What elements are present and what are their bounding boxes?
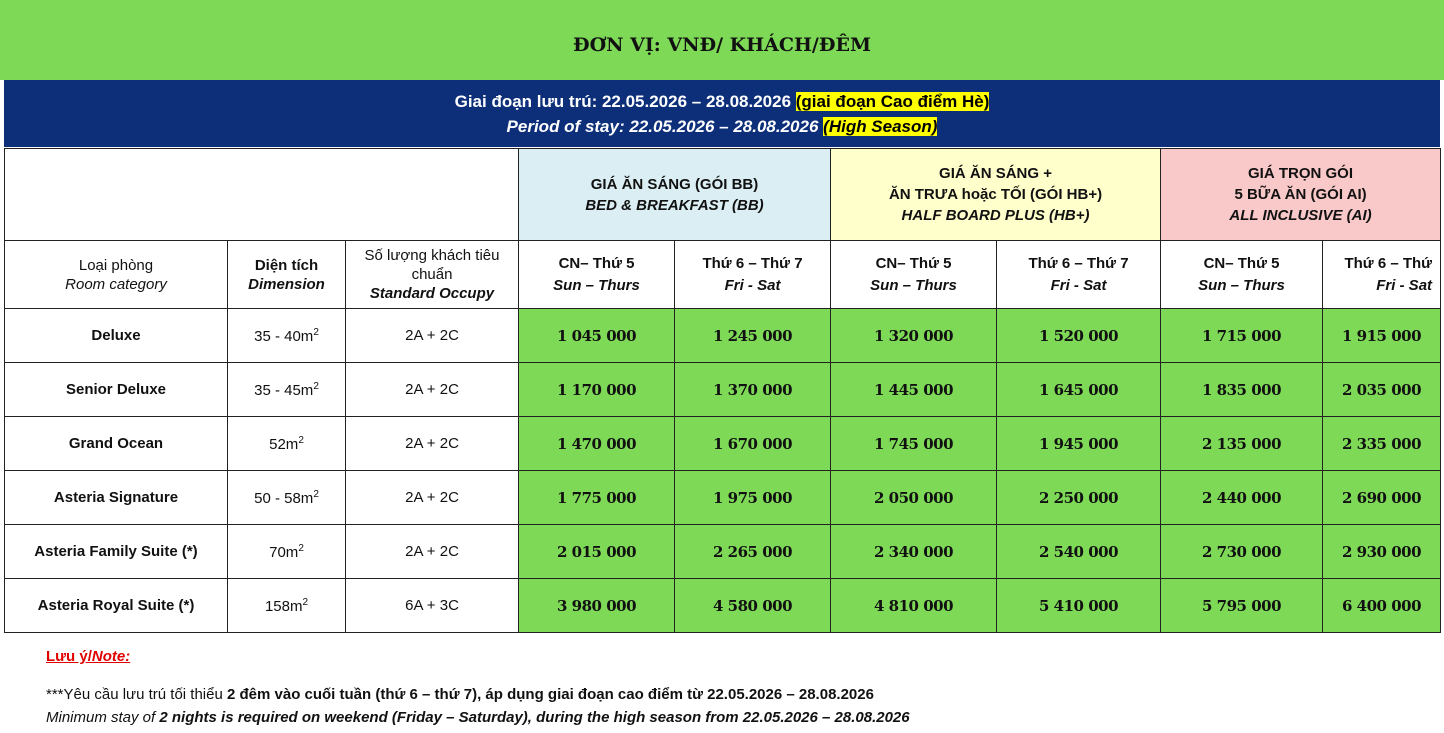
price-cell: 1 045 000 [519,309,675,363]
room-dimension [228,363,346,417]
table-row [5,525,1441,579]
price-cell: 1 975 000 [675,471,831,525]
price-cell: 1 445 000 [831,363,997,417]
day-vn: CN– Thứ 5 [1203,254,1280,272]
dimension-value: 52m [269,435,299,453]
note-vn-line [46,683,1426,706]
price-cell: 1 835 000 [1161,363,1323,417]
note-title-en: Note: [91,648,131,665]
price-cell: 1 670 000 [675,417,831,471]
package-hb-header [831,149,1161,241]
price-cell: 4 580 000 [675,579,831,633]
package-bb-en: BED & BREAKFAST (BB) [585,196,764,214]
package-hb-en: HALF BOARD PLUS (HB+) [901,207,1090,224]
period-en-text: Period of stay: 22.05.2026 – 28.08.2026 [506,116,819,136]
day-en: Sun – Thurs [870,276,957,294]
column-header-row [5,241,1441,309]
room-dimension [228,309,346,363]
unit-superscript: 2 [313,380,319,392]
price-cell: 2 690 000 [1323,471,1441,525]
price-cell: 1 745 000 [831,417,997,471]
room-dimension [228,579,346,633]
room-category-header [5,241,228,309]
notes-section [46,648,1426,729]
dimension-value: 35 - 45m [254,381,314,399]
price-cell: 2 035 000 [1323,363,1441,417]
dimension-value: 50 - 58m [254,489,314,507]
note-title [46,648,1426,665]
day-header [997,241,1161,309]
day-en: Fri - Sat [724,276,781,294]
period-en-highlight: (High Season) [823,116,938,136]
day-en: Sun – Thurs [1198,276,1285,294]
price-cell: 2 135 000 [1161,417,1323,471]
room-occupancy: 6A + 3C [346,579,519,633]
room-dimension [228,525,346,579]
occupancy-vn: Số lượng khách tiêu chuẩn [364,247,500,283]
dimension-header [228,241,346,309]
price-cell: 5 795 000 [1161,579,1323,633]
room-dimension [228,417,346,471]
price-cell: 2 050 000 [831,471,997,525]
package-hb-vn: GIÁ ĂN SÁNG + [939,165,1052,182]
price-cell: 2 540 000 [997,525,1161,579]
price-cell: 1 170 000 [519,363,675,417]
unit-superscript: 2 [313,326,319,338]
day-header [675,241,831,309]
package-hb-vn2: ĂN TRƯA hoặc TỐI (GÓI HB+) [888,186,1103,203]
price-cell: 1 775 000 [519,471,675,525]
day-en: Sun – Thurs [553,276,640,294]
table-row [5,363,1441,417]
day-vn: Thứ 6 – Thứ 7 [702,254,803,272]
unit-header [0,0,1444,80]
dimension-en: Dimension [248,275,325,293]
dimension-value: 70m [269,543,299,561]
price-cell: 2 730 000 [1161,525,1323,579]
day-header [519,241,675,309]
room-occupancy: 2A + 2C [346,471,519,525]
day-en: Fri - Sat [1050,276,1107,294]
table-row [5,309,1441,363]
dimension-value: 158m [264,597,303,615]
unit-superscript: 2 [298,434,304,446]
package-bb-header [519,149,831,241]
room-occupancy: 2A + 2C [346,363,519,417]
note-vn-prefix: ***Yêu cầu lưu trú tối thiểu [46,686,227,703]
table-row [5,579,1441,633]
day-header [1161,241,1323,309]
price-cell: 1 945 000 [997,417,1161,471]
dimension-value: 35 - 40m [254,327,314,345]
room-name: Asteria Family Suite (*) [5,525,228,579]
day-header [831,241,997,309]
unit-title: ĐƠN VỊ: VNĐ/ KHÁCH/ĐÊM [572,34,871,56]
price-cell: 1 645 000 [997,363,1161,417]
package-ai-header [1161,149,1441,241]
period-en-line [507,114,938,139]
room-name: Senior Deluxe [5,363,228,417]
dimension-vn: Diện tích [254,256,319,274]
period-banner [4,80,1440,147]
blank-header [5,149,519,241]
package-ai-en: ALL INCLUSIVE (AI) [1229,207,1372,224]
occupancy-en: Standard Occupy [369,285,495,302]
price-cell: 4 810 000 [831,579,997,633]
price-cell: 1 715 000 [1161,309,1323,363]
room-name: Asteria Royal Suite (*) [5,579,228,633]
room-occupancy: 2A + 2C [346,417,519,471]
table-row [5,471,1441,525]
package-ai-vn2: 5 BỮA ĂN (GÓI AI) [1234,186,1367,203]
note-vn-bold: 2 đêm vào cuối tuần (thứ 6 – thứ 7), áp dụng giai đoạn cao điểm từ 22.05.2026 – 28.08.2026 [226,686,874,703]
price-cell: 1 320 000 [831,309,997,363]
period-vn-text: Giai đoạn lưu trú: 22.05.2026 – 28.08.2026 [454,91,792,111]
package-bb-vn: GIÁ ĂN SÁNG (GÓI BB) [590,175,759,193]
room-name: Grand Ocean [5,417,228,471]
package-ai-vn: GIÁ TRỌN GÓI [1248,165,1354,182]
price-cell: 2 440 000 [1161,471,1323,525]
room-occupancy: 2A + 2C [346,309,519,363]
unit-superscript: 2 [302,596,309,608]
price-cell: 1 470 000 [519,417,675,471]
note-en-prefix: Minimum stay of [46,709,160,726]
day-header [1323,241,1441,309]
price-cell: 2 340 000 [831,525,997,579]
day-vn: CN– Thứ 5 [875,254,952,272]
room-occupancy: 2A + 2C [346,525,519,579]
price-cell: 3 980 000 [519,579,675,633]
day-vn: Thứ 6 – Thứ 7 [1028,254,1129,272]
day-vn: Thứ 6 – Thứ [1344,254,1433,272]
unit-superscript: 2 [298,542,304,554]
room-category-vn: Loại phòng [78,256,154,274]
room-category-en: Room category [65,275,167,293]
price-cell: 5 410 000 [997,579,1161,633]
price-cell: 2 265 000 [675,525,831,579]
price-cell: 6 400 000 [1323,579,1441,633]
price-cell: 2 015 000 [519,525,675,579]
period-vn-highlight: (giai đoạn Cao điểm Hè) [795,91,990,111]
package-header-row [5,149,1441,241]
room-name: Asteria Signature [5,471,228,525]
price-cell: 2 930 000 [1323,525,1441,579]
price-cell: 1 915 000 [1323,309,1441,363]
table-row [5,417,1441,471]
unit-superscript: 2 [313,488,319,500]
day-vn: CN– Thứ 5 [558,254,635,272]
room-dimension [228,471,346,525]
price-cell: 1 370 000 [675,363,831,417]
price-cell: 1 245 000 [675,309,831,363]
price-table [4,148,1441,633]
note-en-line [46,706,1426,729]
period-vn-line [455,89,990,114]
note-title-vn: Lưu ý/ [46,648,92,665]
price-cell: 1 520 000 [997,309,1161,363]
price-cell: 2 335 000 [1323,417,1441,471]
note-en-bold: 2 nights is required on weekend (Friday – Saturday), during the high season from 22.05.2026 – 28.08.2026 [159,709,910,726]
occupancy-header [346,241,519,309]
room-name: Deluxe [5,309,228,363]
price-cell: 2 250 000 [997,471,1161,525]
day-en: Fri - Sat [1376,276,1433,294]
